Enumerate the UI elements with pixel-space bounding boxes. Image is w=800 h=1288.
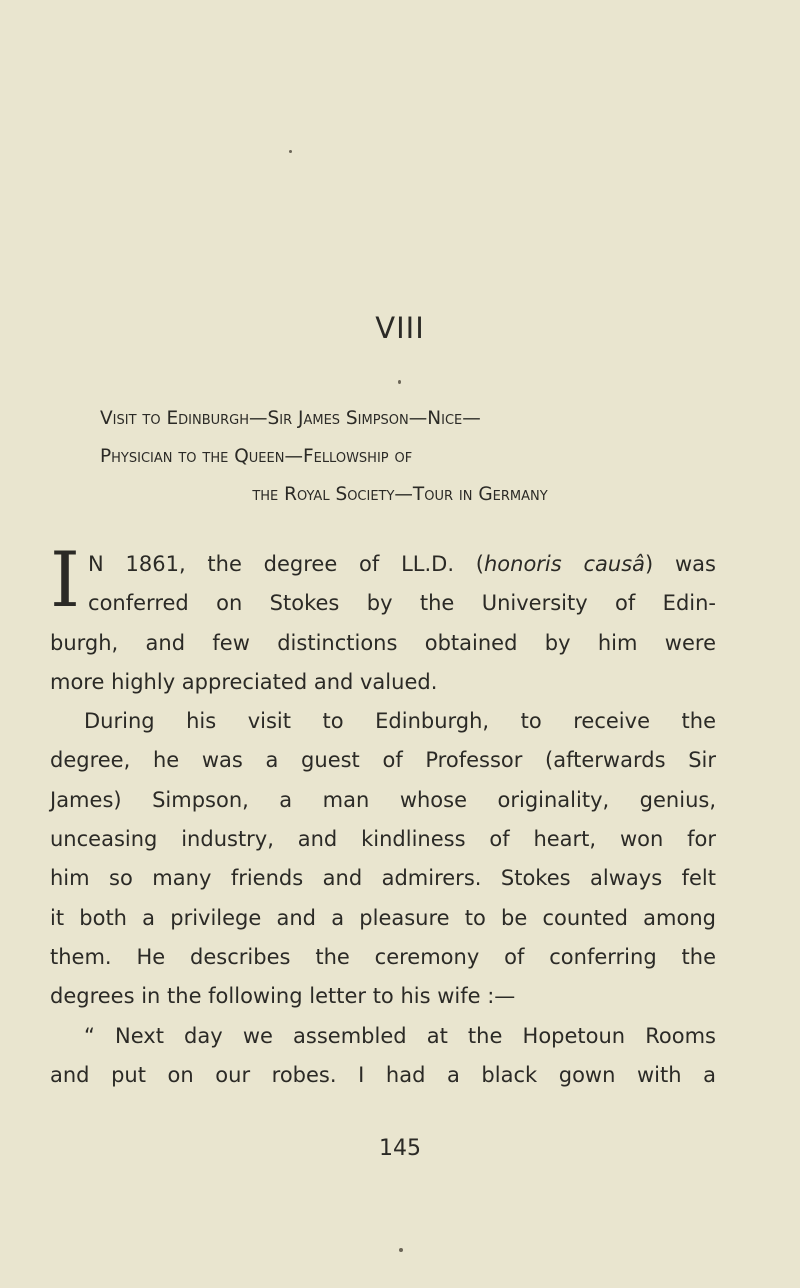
text-line: burgh, and few distinctions obtained by him were [50, 630, 716, 655]
text-line: James) Simpson, a man whose originality, genius, [50, 787, 716, 812]
ink-speck [289, 150, 292, 153]
ink-speck [399, 1248, 403, 1252]
paragraph [50, 1017, 716, 1096]
paragraph [50, 545, 716, 702]
ink-speck [398, 380, 401, 384]
summary-line: the Royal Society—Tour in Germany [252, 484, 548, 505]
chapter-number: VIII [375, 311, 425, 345]
summary-line: Physician to the Queen—Fellowship of [100, 446, 413, 467]
body-text [50, 545, 716, 1095]
drop-cap: I [50, 545, 81, 624]
text-line: degrees in the following letter to his wife :— [50, 984, 516, 1009]
text-line: him so many friends and admirers. Stokes always felt [50, 866, 716, 891]
text-line: “ Next day we assembled at the Hopetoun Rooms [84, 1023, 716, 1048]
text-line: During his visit to Edinburgh, to receive the [84, 709, 716, 734]
text-line-segment: ) was [645, 552, 716, 576]
page-number: 145 [379, 1136, 421, 1161]
text-line: unceasing industry, and kindliness of heart, won for [50, 827, 716, 852]
paragraph [50, 702, 716, 1016]
chapter-summary [100, 400, 700, 514]
text-line: it both a privilege and a pleasure to be counted among [50, 905, 716, 930]
text-line [50, 545, 716, 584]
latin-phrase: honoris causâ [483, 552, 646, 576]
text-line: them. He describes the ceremony of conferring the [50, 944, 716, 969]
text-line: more highly appreciated and valued. [50, 669, 438, 694]
text-line: degree, he was a guest of Professor (afterwards Sir [50, 748, 716, 773]
summary-line: Visit to Edinburgh—Sir James Simpson—Nice— [100, 408, 481, 429]
text-line-segment: N 1861, the degree of LL.D. ( [88, 552, 484, 576]
text-line: and put on our robes. I had a black gown with a [50, 1062, 716, 1087]
text-line: conferred on Stokes by the University of Edin- [88, 591, 716, 616]
